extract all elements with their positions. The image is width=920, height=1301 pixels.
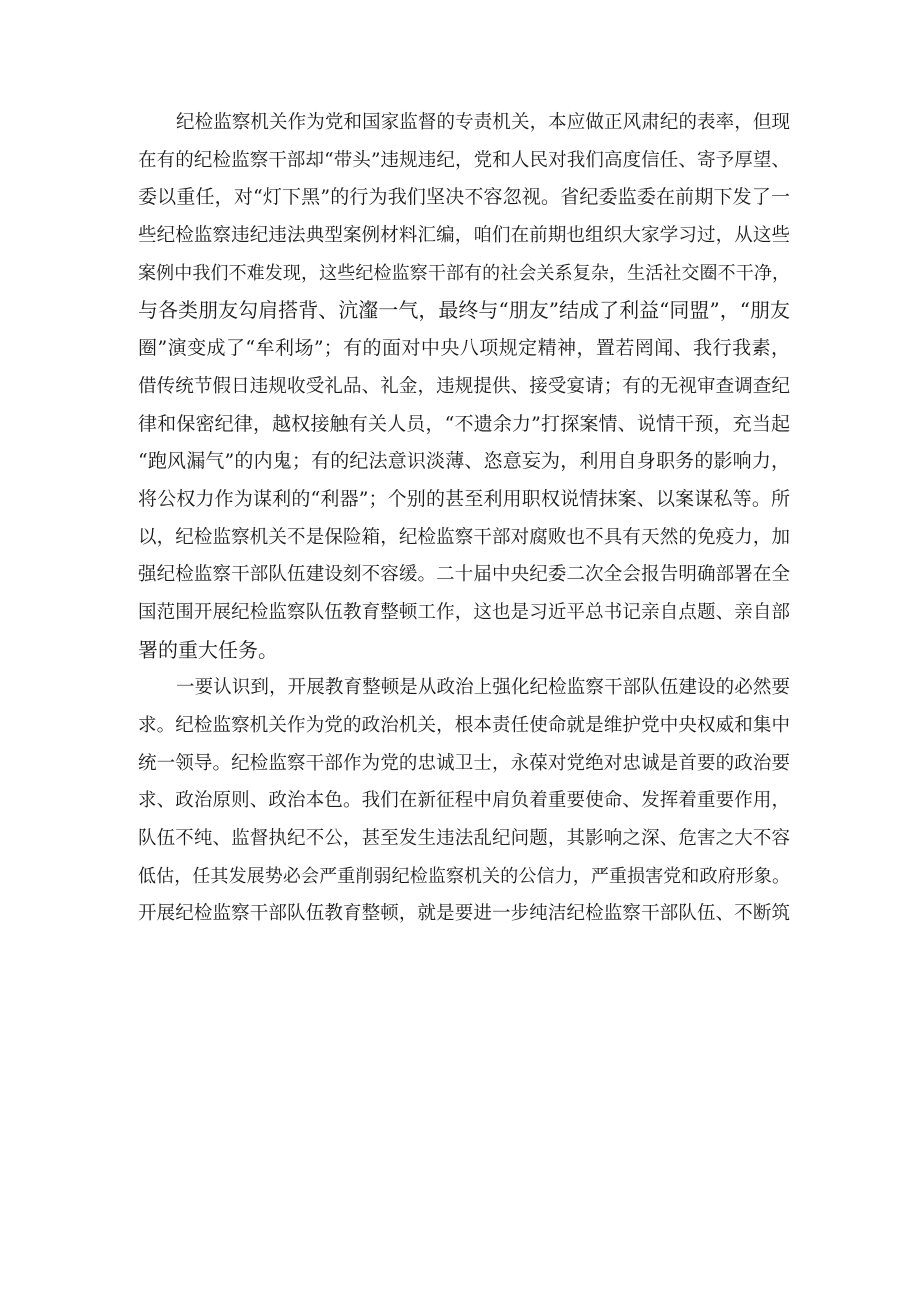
paragraph-2: [138, 669, 790, 933]
text-line: 统一领导。纪检监察干部作为党的忠诚卫士，永葆对党绝对忠诚是首要的政治要: [138, 752, 790, 774]
text-line: 圈”演变成了“牟利场”；有的面对中央八项规定精神，置若罔闻、我行我素，: [138, 337, 790, 360]
text-line: 案例中我们不难发现，这些纪检监察干部有的社会关系复杂，生活社交圈不干净，: [138, 262, 790, 284]
text-line: 纪检监察机关作为党和国家监督的专责机关，本应做正风肃纪的表率，但现: [176, 112, 790, 133]
text-line: 强纪检监察干部队伍建设刻不容缓。二十届中央纪委二次全会报告明确部署在全: [138, 564, 790, 586]
text-line: 借传统节假日违规收受礼品、礼金，违规提供、接受宴请；有的无视审查调查纪: [138, 375, 790, 397]
text-line: 与各类朋友勾肩搭背、沆瀣一气，最终与“朋友”结成了利益“同盟”，“朋友: [138, 298, 790, 323]
text-line: 队伍不纯、监督执纪不公，甚至发生违法乱纪问题，其影响之深、危害之大不容: [138, 828, 790, 850]
text-line: 律和保密纪律，越权接触有关人员，“不遗余力”打探案情、说情干预，充当起: [138, 412, 790, 435]
text-line: “跑风漏气”的内鬼；有的纪法意识淡薄、恣意妄为，利用自身职务的影响力，: [138, 450, 790, 473]
text-line: 署的重大任务。: [138, 637, 278, 662]
text-line: 些纪检监察违纪违法典型案例材料汇编，咱们在前期也组织大家学习过，从这些: [138, 225, 790, 247]
text-line: 求。纪检监察机关作为党的政治机关，根本责任使命就是维护党中央权威和集中: [138, 715, 790, 736]
text-line: 委以重任，对“灯下黑”的行为我们坚决不容忽视。省纪委监委在前期下发了一: [138, 186, 790, 209]
text-line: 以，纪检监察机关不是保险箱，纪检监察干部对腐败也不具有天然的免疫力，加: [138, 526, 790, 548]
document-body: [138, 104, 790, 933]
text-line: 开展纪检监察干部队伍教育整顿，就是要进一步纯洁纪检监察干部队伍、不断筑: [138, 903, 790, 925]
text-line: 低估，任其发展势必会严重削弱纪检监察机关的公信力，严重损害党和政府形象。: [138, 865, 790, 887]
text-line: 在有的纪检监察干部却“带头”违规违纪，党和人民对我们高度信任、寄予厚望、: [138, 149, 790, 171]
paragraph-1: [138, 104, 790, 669]
text-line: 求、政治原则、政治本色。我们在新征程中肩负着重要使命、发挥着重要作用，: [138, 790, 790, 812]
text-line: 将公权力作为谋利的“利器”；个别的甚至利用职权说情抹案、以案谋私等。所: [138, 487, 790, 510]
text-line: 国范围开展纪检监察队伍教育整顿工作，这也是习近平总书记亲自点题、亲自部: [138, 601, 790, 623]
text-line: 一要认识到，开展教育整顿是从政治上强化纪检监察干部队伍建设的必然要: [176, 677, 790, 699]
